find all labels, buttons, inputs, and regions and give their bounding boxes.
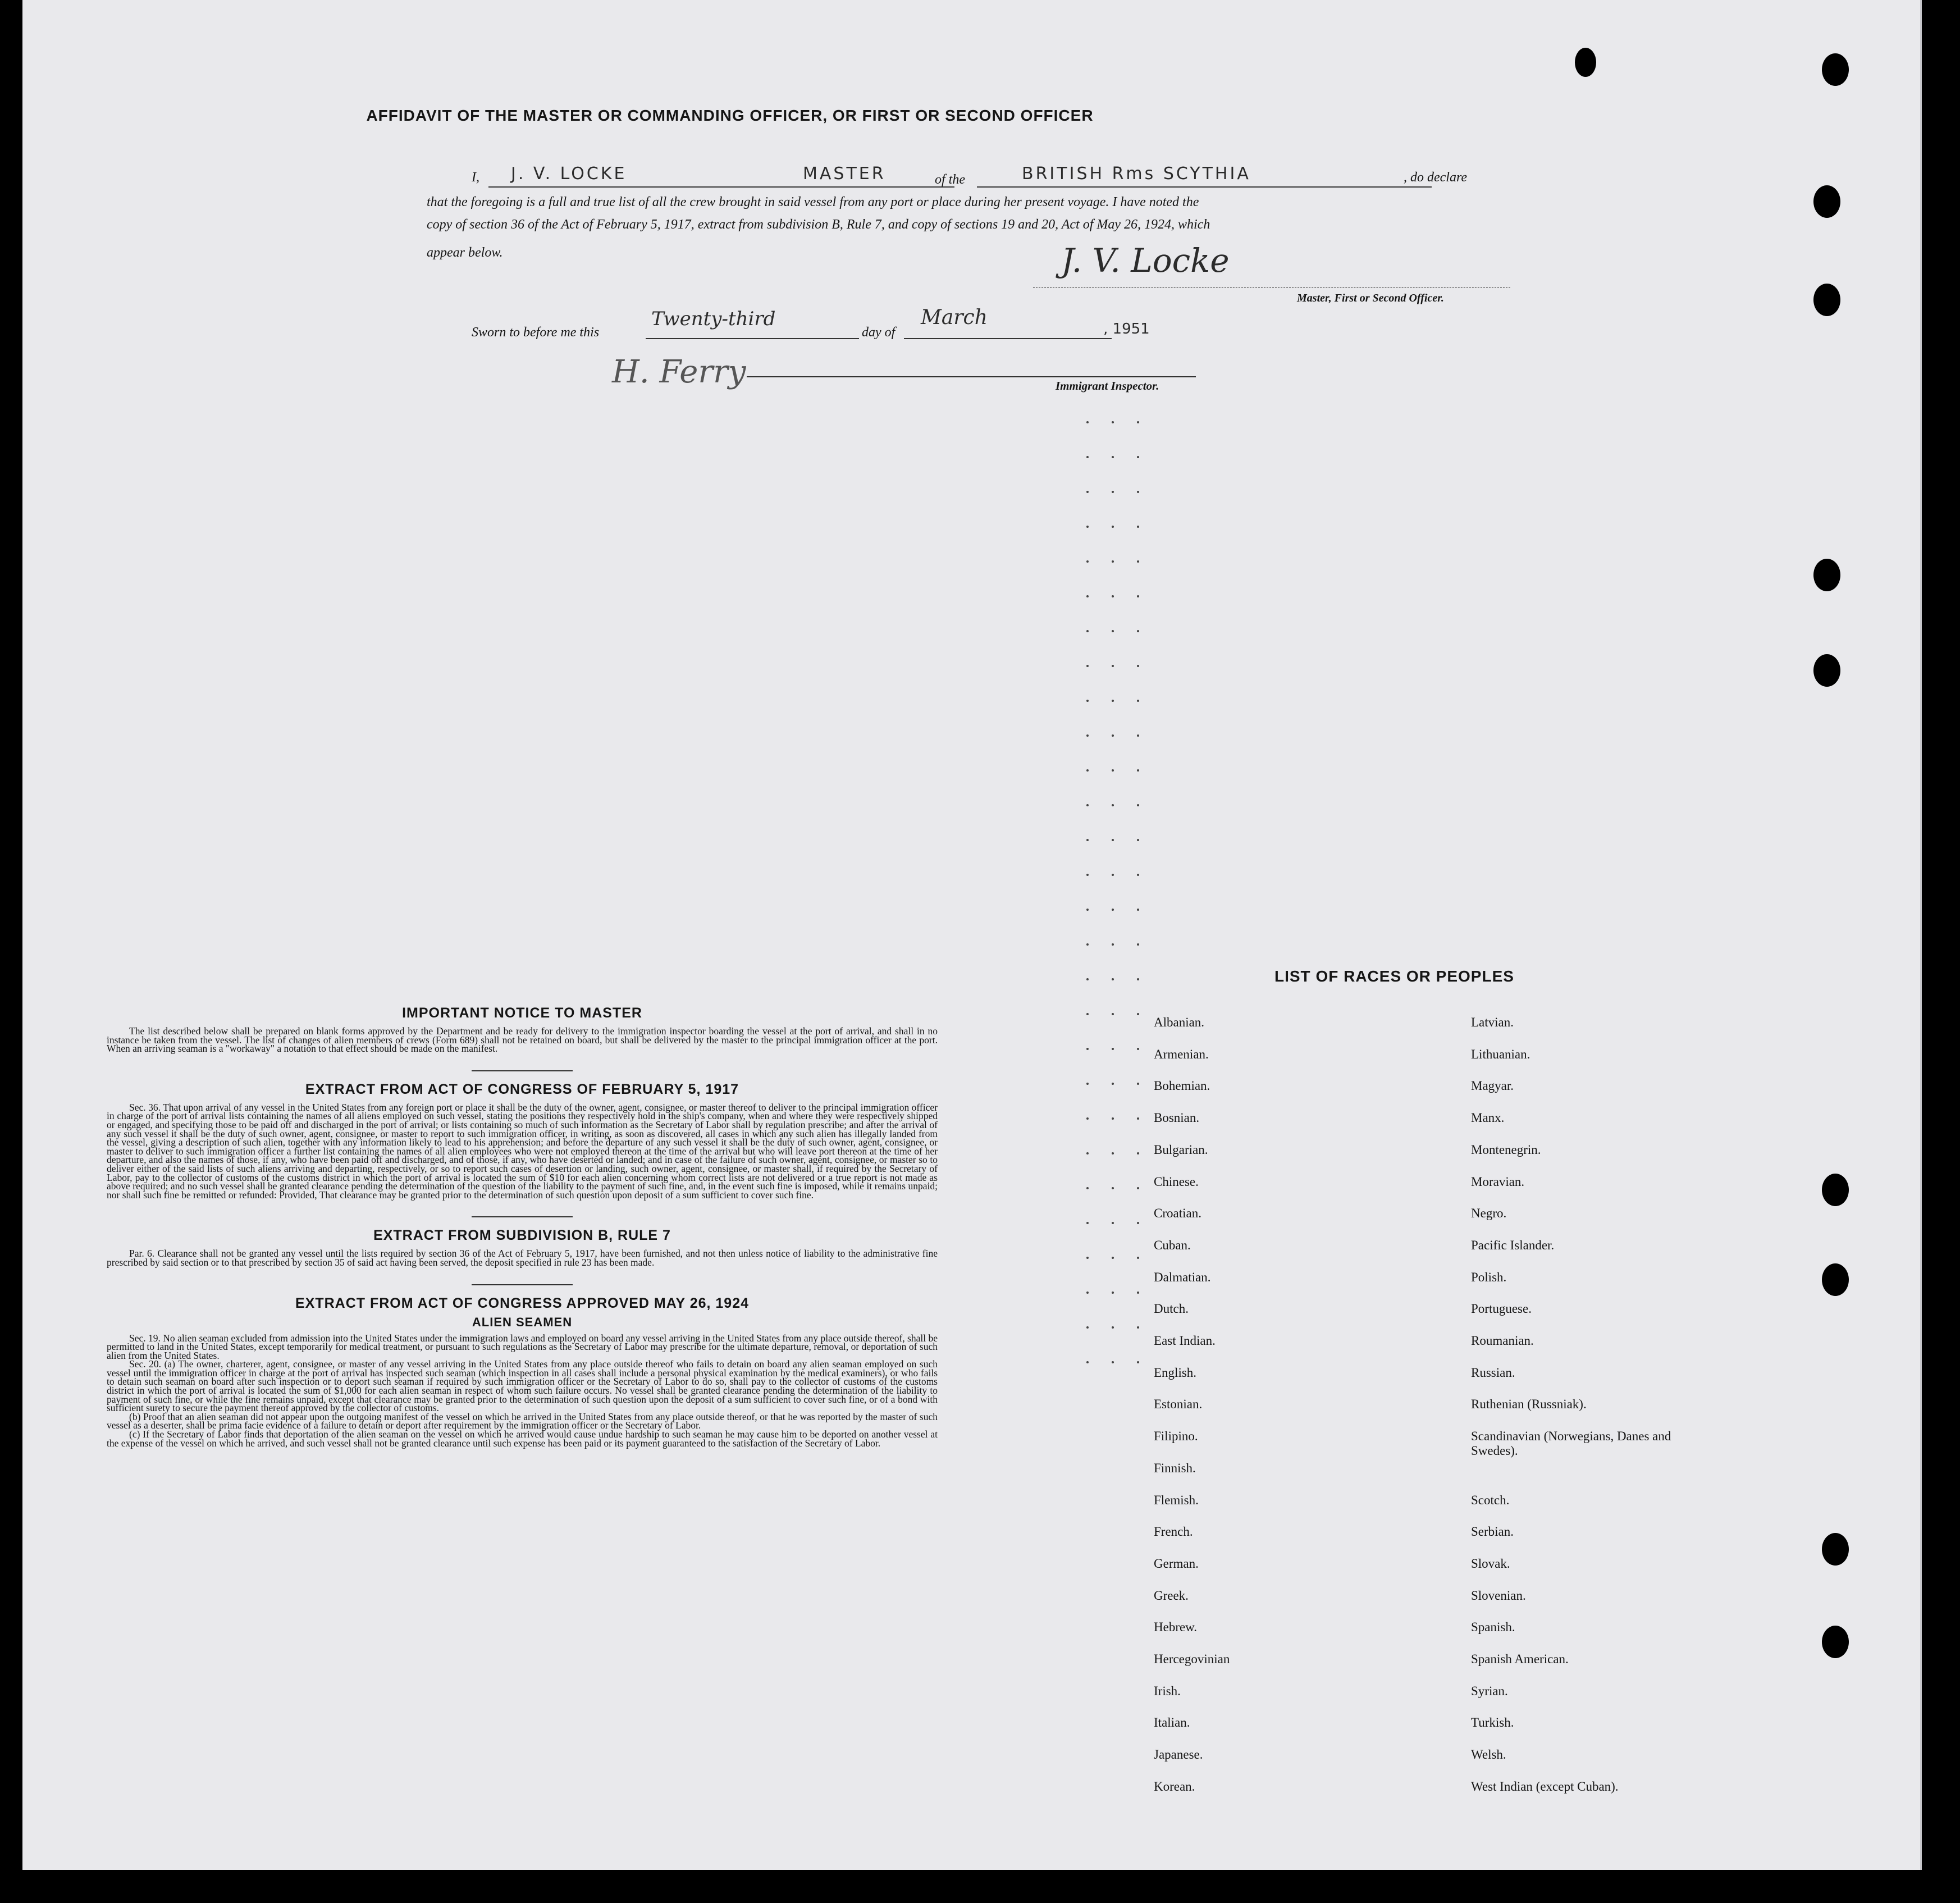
declaration-line-2: that the foregoing is a full and true list of all the crew brought in said vessel from any port or place during her present voyage. I have noted the — [427, 195, 1199, 209]
faint-dot — [1086, 595, 1089, 597]
race-item: Hebrew. — [1154, 1620, 1198, 1635]
day-handwritten: Twenty-third — [651, 308, 776, 330]
race-item: Scotch. — [1471, 1493, 1510, 1507]
faint-dot — [1086, 1326, 1089, 1329]
race-item: Spanish American. — [1471, 1652, 1569, 1666]
race-item: Turkish. — [1471, 1715, 1514, 1730]
faint-dot — [1112, 734, 1114, 737]
faint-dot — [1137, 595, 1139, 597]
race-item: Dalmatian. — [1154, 1270, 1211, 1284]
punch-hole — [1822, 53, 1849, 86]
punch-hole — [1822, 1263, 1849, 1296]
inspector-line — [747, 376, 1196, 377]
day-line — [646, 338, 859, 339]
faint-dot — [1086, 560, 1089, 563]
declaration-i: I, — [472, 170, 479, 185]
faint-dot — [1137, 491, 1139, 493]
faint-dot — [1112, 1292, 1114, 1294]
affidavit-title: AFFIDAVIT OF THE MASTER OR COMMANDING OFFICER, OR FIRST OR SECOND OFFICER — [366, 107, 1094, 124]
race-item: Croatian. — [1154, 1206, 1201, 1221]
faint-dot — [1086, 491, 1089, 493]
extract2-title: EXTRACT FROM SUBDIVISION B, RULE 7 — [373, 1227, 671, 1244]
race-item: Slovenian. — [1471, 1588, 1526, 1603]
race-item: Portuguese. — [1471, 1302, 1532, 1316]
faint-dot — [1086, 769, 1089, 772]
faint-dot — [1086, 665, 1089, 667]
faint-dot — [1112, 978, 1114, 980]
month-handwritten: March — [921, 306, 988, 329]
faint-dot — [1086, 1083, 1089, 1085]
master-name-handwritten: J. V. LOCKE — [511, 164, 627, 184]
faint-dot — [1112, 874, 1114, 876]
faint-dot — [1137, 421, 1139, 423]
faint-dot — [1112, 804, 1114, 806]
faint-dot — [1086, 978, 1089, 980]
faint-dot — [1112, 560, 1114, 563]
race-item: Welsh. — [1471, 1747, 1506, 1762]
race-item: German. — [1154, 1556, 1199, 1571]
race-item: Manx. — [1471, 1111, 1505, 1125]
punch-hole — [1575, 48, 1596, 77]
faint-dot — [1112, 1152, 1114, 1154]
faint-dot — [1086, 1152, 1089, 1154]
faint-dot — [1086, 1361, 1089, 1363]
faint-dot — [1086, 943, 1089, 946]
faint-dot — [1112, 909, 1114, 911]
race-item: Finnish. — [1154, 1461, 1196, 1475]
extract3-subtitle: ALIEN SEAMEN — [472, 1315, 573, 1329]
race-item: Slovak. — [1471, 1556, 1510, 1571]
sworn-label: Sworn to before me this — [472, 325, 600, 340]
faint-dot — [1112, 421, 1114, 423]
faint-dot — [1137, 769, 1139, 772]
notice-text: The list described below shall be prepared on blank forms approved by the Department and be ready for delivery to the immigration inspector boarding the vessel at the port of arrival, and shall in no instance be taken from the vessel. The list of changes of alien members of crews (Form 689) shall not be retained on board, but shall be delivered by the master to the principal immigration officer at the port. When an arriving seaman is a "workaway" a notation to that effect should be made on the manifest. — [107, 1025, 938, 1055]
faint-dot — [1137, 734, 1139, 737]
faint-dot — [1112, 1117, 1114, 1120]
faint-dot — [1112, 700, 1114, 702]
punch-hole — [1822, 1174, 1849, 1206]
year: , 1951 — [1103, 321, 1150, 337]
faint-dot — [1086, 1048, 1089, 1050]
punch-hole — [1822, 1533, 1849, 1566]
races-title: LIST OF RACES OR PEOPLES — [1274, 968, 1514, 985]
sec19-text: Sec. 19. No alien seaman excluded from admission into the United States under the immigration laws and employed on board any vessel arriving in the United States from any place outside thereof, shall be permitted to land in the United States, except temporarily for medical treatment, or pursuant to such regulations as the Secretary of Labor may prescribe for the ultimate departure, removal, or deportation of such alien from the United States. — [107, 1332, 938, 1361]
race-item: Bulgarian. — [1154, 1142, 1208, 1157]
faint-dot — [1137, 1222, 1139, 1224]
sec20a-text: Sec. 20. (a) The owner, charterer, agent, consignee, or master of any vessel arriving in the United States from any place outside thereof who fails to detain on board any alien seaman employed on such vessel until the immigration officer in charge at the port of arrival has inspected such seaman (which inspection in all cases shall include a personal physical examination by the medical examiners), or who fails to detain such seaman on board after such inspection or to deport such seaman if required by such immigration officer or the Secretary of Labor to do so, shall pay to the collector of customs of the customs district in which the port of arrival is located the sum of $1,000 for each alien seaman in respect of whom such failure occurs. No vessel shall be granted clearance pending the determination of the liability to payment of such fine, or while the fine remains unpaid, except that clearance may be granted prior to the determination of such question upon the deposit of a sum sufficient to cover such fine, or of a bond with sufficient surety to secure the payment thereof approved by the collector of customs. — [107, 1358, 938, 1414]
race-item: Latvian. — [1471, 1015, 1514, 1029]
faint-dot — [1137, 909, 1139, 911]
faint-dot — [1086, 1222, 1089, 1224]
extract1-text: Sec. 36. That upon arrival of any vessel in the United States from any foreign port or place it shall be the duty of the owner, agent, consignee, or master thereof to deliver to the principal immigration officer in charge of the port of arrival lists containing the names of all aliens employed on such vessel, stating the positions they respectively hold in the ship's company, when and where they were respectively shipped or engaged, and specifying those to be paid off and discharged in the port of arrival; or lists containing so much of such information as the Secretary of Labor shall by regulation prescribe; and after the arrival of any such vessel it shall be the duty of such owner, agent, consignee, or master to report to such immigration officer, in writing, as soon as discovered, all cases in which any such alien has illegally landed from the vessel, giving a description of such alien, together with any information likely to lead to his apprehension; and before the departure of any such vessel it shall be the duty of such owner, agent, consignee, or master to deliver to such immigration officer a further list containing the names of all alien employees who were not employed thereon at the time of the arrival but who will leave port thereon at the time of her departure, and also the names of those, if any, who have been paid off and discharged, and of those, if any, who have deserted or landed; and in case of the failure of such owner, agent, consignee, or master so to deliver either of the said lists of such aliens arriving and departing, respectively, or so to report such cases of desertion or landing, such owner, agent, consignee, or master shall, if required by the Secretary of Labor, pay to the collector of customs of the customs district in which the port of arrival is located the sum of $10 for each alien concerning whom correct lists are not delivered or a true report is not made as above required; and no such vessel shall be granted clearance pending the determination of the question of the liability to the payment of such fine, and, in the event such fine is imposed, while it remains unpaid; nor shall such fine be remitted or refunded: Provided, That clearance may be granted prior to the determination of such question upon deposit of a sum sufficient to cover such fine. — [107, 1101, 938, 1201]
faint-dot — [1086, 1013, 1089, 1015]
document-page — [22, 0, 1922, 1870]
faint-dot — [1086, 630, 1089, 632]
race-item: Dutch. — [1154, 1302, 1189, 1316]
faint-dot — [1112, 769, 1114, 772]
faint-dot — [1137, 1326, 1139, 1329]
sec20b-text: (b) Proof that an alien seaman did not appear upon the outgoing manifest of the vessel on which he arrived in the United States from any place outside thereof, or that he was reported by the master of such vessel as a deserter, shall be prima facie evidence of a failure to detain or deport after requirement by the immigration officer or the Secretary of Labor. — [107, 1411, 938, 1431]
inspector-signature: H. Ferry — [612, 354, 746, 390]
faint-dot — [1137, 874, 1139, 876]
race-item: Moravian. — [1471, 1174, 1525, 1189]
faint-dot — [1086, 456, 1089, 458]
race-item: Estonian. — [1154, 1397, 1203, 1412]
faint-dot — [1112, 1222, 1114, 1224]
faint-dot — [1086, 1257, 1089, 1259]
master-signature: J. V. Locke — [1061, 241, 1230, 280]
faint-dot — [1137, 1152, 1139, 1154]
vessel-line — [977, 186, 1432, 188]
race-item: East Indian. — [1154, 1334, 1216, 1348]
faint-dot — [1112, 839, 1114, 841]
race-item: Hercegovinian — [1154, 1652, 1230, 1666]
month-line — [904, 338, 1112, 339]
faint-dot — [1137, 630, 1139, 632]
faint-dot — [1137, 1361, 1139, 1363]
faint-dot — [1086, 1117, 1089, 1120]
punch-hole — [1813, 185, 1840, 218]
race-item: Magyar. — [1471, 1079, 1514, 1093]
race-item: Flemish. — [1154, 1493, 1199, 1507]
faint-dot — [1137, 560, 1139, 563]
faint-dot — [1086, 1292, 1089, 1294]
race-item: Syrian. — [1471, 1683, 1508, 1698]
race-item: Russian. — [1471, 1365, 1515, 1380]
race-item: French. — [1154, 1525, 1193, 1539]
section-divider — [472, 1216, 573, 1217]
race-item: Greek. — [1154, 1588, 1189, 1603]
inspector-caption: Immigrant Inspector. — [1056, 379, 1159, 393]
faint-dot — [1112, 1326, 1114, 1329]
race-item: Serbian. — [1471, 1525, 1514, 1539]
faint-dot — [1086, 526, 1089, 528]
race-item: Albanian. — [1154, 1015, 1205, 1029]
faint-dot — [1137, 1013, 1139, 1015]
faint-dot — [1086, 874, 1089, 876]
faint-dot — [1112, 665, 1114, 667]
rank-handwritten: MASTER — [803, 164, 886, 184]
declaration-line-4: appear below. — [427, 245, 503, 260]
faint-dot — [1112, 1257, 1114, 1259]
race-item: Cuban. — [1154, 1238, 1191, 1252]
race-item: Korean. — [1154, 1779, 1195, 1794]
faint-dot — [1137, 456, 1139, 458]
faint-dot — [1137, 1257, 1139, 1259]
faint-dot — [1137, 700, 1139, 702]
day-of-label: day of — [862, 325, 896, 340]
race-item: Scandinavian (Norwegians, Danes and Swedes). — [1471, 1429, 1671, 1458]
race-item: Roumanian. — [1471, 1334, 1534, 1348]
race-item: Negro. — [1471, 1206, 1507, 1221]
faint-dot — [1112, 1361, 1114, 1363]
faint-dot — [1112, 1187, 1114, 1189]
faint-dot — [1137, 804, 1139, 806]
faint-dot — [1137, 1187, 1139, 1189]
faint-dot — [1086, 734, 1089, 737]
faint-dot — [1137, 839, 1139, 841]
race-item: Montenegrin. — [1471, 1142, 1541, 1157]
faint-dot — [1112, 526, 1114, 528]
faint-dot — [1086, 700, 1089, 702]
faint-dot — [1112, 491, 1114, 493]
race-item: English. — [1154, 1365, 1197, 1380]
race-item: Ruthenian (Russniak). — [1471, 1397, 1587, 1412]
faint-dot — [1137, 526, 1139, 528]
race-item: Pacific Islander. — [1471, 1238, 1555, 1252]
do-declare-label: , do declare — [1404, 170, 1468, 185]
faint-dot — [1112, 1048, 1114, 1050]
extract3-title: EXTRACT FROM ACT OF CONGRESS APPROVED MAY 26, 1924 — [295, 1295, 750, 1311]
signature-caption: Master, First or Second Officer. — [1297, 292, 1444, 304]
punch-hole — [1813, 654, 1840, 687]
faint-dot — [1112, 595, 1114, 597]
faint-dot — [1137, 1083, 1139, 1085]
faint-dot — [1137, 1292, 1139, 1294]
notice-title: IMPORTANT NOTICE TO MASTER — [402, 1005, 642, 1021]
faint-dot — [1086, 909, 1089, 911]
faint-dot — [1137, 978, 1139, 980]
sec20c-text: (c) If the Secretary of Labor finds that deportation of the alien seaman on the vessel on which he arrived would cause undue hardship to such seaman he may cause him to be deported on another vessel at the expense of the vessel on which he arrived, and such vessel shall not be granted clearance until such expense has been paid or its payment guaranteed to the satisfaction of the Secretary of Labor. — [107, 1429, 938, 1449]
section-divider — [472, 1284, 573, 1285]
faint-dot — [1112, 943, 1114, 946]
faint-dot — [1086, 421, 1089, 423]
faint-dot — [1137, 1117, 1139, 1120]
faint-dot — [1086, 804, 1089, 806]
punch-hole — [1813, 559, 1840, 591]
faint-dot — [1137, 1048, 1139, 1050]
faint-dot — [1112, 1083, 1114, 1085]
race-item: Lithuanian. — [1471, 1047, 1530, 1061]
faint-dot — [1137, 943, 1139, 946]
race-item: Armenian. — [1154, 1047, 1209, 1061]
signature-line — [1033, 287, 1510, 288]
faint-dot — [1086, 1187, 1089, 1189]
race-item: Bosnian. — [1154, 1111, 1200, 1125]
race-item: Bohemian. — [1154, 1079, 1210, 1093]
race-item: Polish. — [1471, 1270, 1507, 1284]
faint-dot — [1112, 456, 1114, 458]
race-item: Chinese. — [1154, 1174, 1199, 1189]
faint-dot — [1112, 1013, 1114, 1015]
race-item: West Indian (except Cuban). — [1471, 1779, 1619, 1794]
race-item: Irish. — [1154, 1683, 1181, 1698]
of-the-label: of the — [935, 172, 965, 187]
punch-hole — [1822, 1626, 1849, 1658]
extract1-title: EXTRACT FROM ACT OF CONGRESS OF FEBRUARY 5, 1917 — [305, 1081, 739, 1097]
notice-section — [107, 1005, 938, 1448]
race-item: Spanish. — [1471, 1620, 1515, 1635]
name-line — [488, 186, 954, 188]
race-item: Italian. — [1154, 1715, 1190, 1730]
faint-dot — [1112, 630, 1114, 632]
section-divider — [472, 1070, 573, 1071]
punch-hole — [1813, 284, 1840, 316]
race-item: Japanese. — [1154, 1747, 1203, 1762]
vessel-name-handwritten: BRITISH Rms SCYTHIA — [1022, 164, 1251, 184]
faint-dot — [1137, 665, 1139, 667]
declaration-line-3: copy of section 36 of the Act of February 5, 1917, extract from subdivision B, Rule 7, and copy of sections 19 and 20, Act of May 26, 1924, which — [427, 217, 1210, 232]
race-item: Filipino. — [1154, 1429, 1198, 1444]
extract2-text: Par. 6. Clearance shall not be granted any vessel until the lists required by section 36 of the Act of February 5, 1917, have been furnished, and not then unless notice of liability to the administrative fine prescribed by said section or to that prescribed by section 35 of said act having been served, the deposit specified in rule 23 has been made. — [107, 1248, 938, 1268]
faint-dot — [1086, 839, 1089, 841]
